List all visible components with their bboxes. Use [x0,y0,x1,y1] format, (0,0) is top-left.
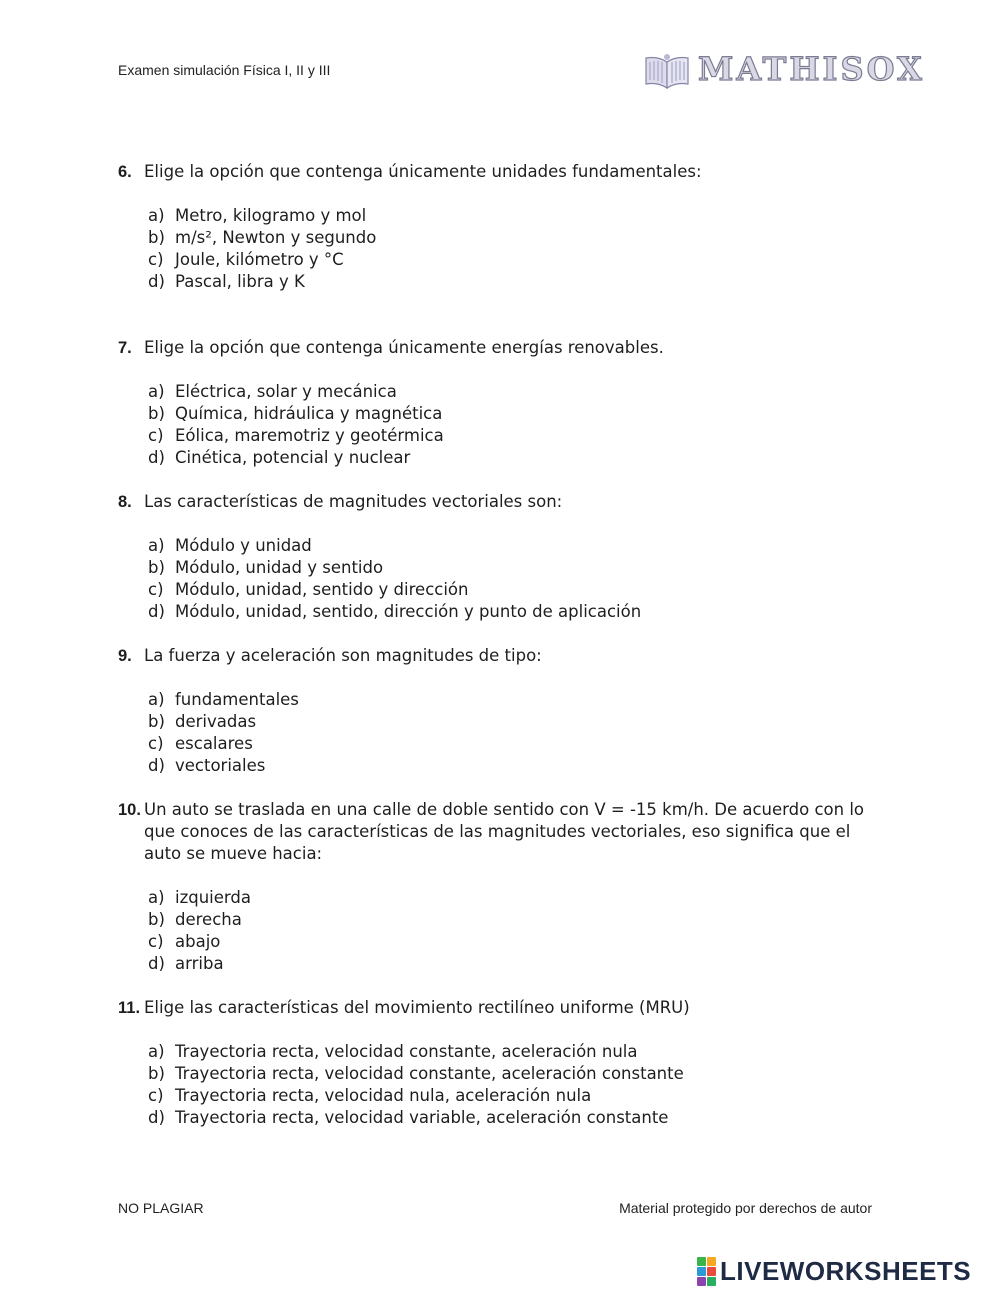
option-text: Trayectoria recta, velocidad nula, aceleración nula [175,1086,592,1105]
option-letter: b) [148,404,165,423]
option-text: Pascal, libra y K [175,272,305,291]
option-text: Eólica, maremotriz y geotérmica [175,426,444,445]
question-number: 9. [118,647,132,665]
color-block [697,1257,706,1266]
footer-left-text: NO PLAGIAR [118,1200,204,1216]
option-d[interactable] [148,271,878,293]
logo-text: MATHISOX [698,50,925,88]
option-a[interactable] [148,887,878,909]
option-text: Módulo, unidad, sentido, dirección y punto de aplicación [175,602,642,621]
option-text: Metro, kilogramo y mol [175,206,367,225]
question-text: Las características de magnitudes vectoriales son: [144,492,563,511]
question-11 [118,997,878,1129]
option-letter: c) [148,734,164,753]
option-text: Cinética, potencial y nuclear [175,448,411,467]
header-title: Examen simulación Física I, II y III [118,62,331,78]
question-text: Elige las características del movimiento rectilíneo uniforme (MRU) [144,998,690,1017]
option-text: fundamentales [175,690,299,709]
option-letter: b) [148,1064,165,1083]
options-list [148,887,878,975]
options-list [148,205,878,293]
question-number: 7. [118,339,132,357]
option-c[interactable] [148,249,878,271]
color-block [697,1277,706,1286]
question-stem [118,161,878,183]
option-d[interactable] [148,447,878,469]
option-letter: b) [148,558,165,577]
question-stem [118,997,878,1019]
option-letter: c) [148,580,164,599]
option-b[interactable] [148,711,878,733]
option-text: Química, hidráulica y magnética [175,404,443,423]
question-number: 10. [118,801,141,819]
option-a[interactable] [148,689,878,711]
color-block [707,1257,716,1266]
option-letter: c) [148,426,164,445]
option-d[interactable] [148,953,878,975]
option-d[interactable] [148,755,878,777]
option-text: Módulo y unidad [175,536,312,555]
question-stem [118,645,878,667]
question-stem [118,337,878,359]
option-text: Módulo, unidad, sentido y dirección [175,580,469,599]
color-block [697,1267,706,1276]
option-text: Trayectoria recta, velocidad constante, aceleración nula [175,1042,638,1061]
option-letter: a) [148,1042,165,1061]
option-a[interactable] [148,1041,878,1063]
option-letter: b) [148,712,165,731]
option-b[interactable] [148,557,878,579]
option-letter: a) [148,206,165,225]
options-list [148,1041,878,1129]
option-letter: a) [148,382,165,401]
option-d[interactable] [148,601,878,623]
option-text: Trayectoria recta, velocidad variable, aceleración constante [175,1108,669,1127]
option-letter: a) [148,888,165,907]
mathisox-logo [640,50,925,94]
options-list [148,381,878,469]
question-8 [118,491,878,623]
option-text: izquierda [175,888,251,907]
option-letter: d) [148,1108,165,1127]
option-text: escalares [175,734,253,753]
footer-right-text: Material protegido por derechos de autor [619,1200,872,1216]
option-c[interactable] [148,733,878,755]
option-b[interactable] [148,1063,878,1085]
option-letter: a) [148,536,165,555]
option-a[interactable] [148,381,878,403]
option-text: Trayectoria recta, velocidad constante, aceleración constante [175,1064,684,1083]
option-text: Eléctrica, solar y mecánica [175,382,397,401]
option-text: arriba [175,954,224,973]
question-number: 11. [118,999,141,1017]
option-letter: d) [148,272,165,291]
option-letter: c) [148,250,164,269]
option-text: Joule, kilómetro y °C [175,250,344,269]
liveworksheets-badge[interactable] [697,1257,971,1285]
question-6 [118,161,878,293]
option-text: abajo [175,932,221,951]
option-c[interactable] [148,425,878,447]
color-block [707,1277,716,1286]
option-c[interactable] [148,1085,878,1107]
option-text: m/s², Newton y segundo [175,228,377,247]
option-b[interactable] [148,227,878,249]
question-number: 8. [118,493,132,511]
options-list [148,535,878,623]
question-stem [118,799,878,865]
option-letter: c) [148,1086,164,1105]
option-letter: d) [148,954,165,973]
question-stem [118,491,878,513]
option-letter: b) [148,228,165,247]
open-book-icon [640,52,694,90]
option-c[interactable] [148,579,878,601]
option-text: Módulo, unidad y sentido [175,558,384,577]
question-9 [118,645,878,777]
option-letter: d) [148,448,165,467]
question-7 [118,337,878,469]
option-letter: a) [148,690,165,709]
question-text: Elige la opción que contenga únicamente unidades fundamentales: [144,162,702,181]
option-letter: d) [148,756,165,775]
question-text: La fuerza y aceleración son magnitudes de tipo: [144,646,542,665]
option-letter: c) [148,932,164,951]
option-text: derecha [175,910,242,929]
option-a[interactable] [148,535,878,557]
liveworksheets-text: LIVEWORKSHEETS [720,1255,972,1286]
option-d[interactable] [148,1107,878,1129]
question-text: Elige la opción que contenga únicamente energías renovables. [144,338,664,357]
color-block [707,1267,716,1276]
option-text: derivadas [175,712,257,731]
option-b[interactable] [148,403,878,425]
option-b[interactable] [148,909,878,931]
option-letter: b) [148,910,165,929]
option-text: vectoriales [175,756,266,775]
option-letter: d) [148,602,165,621]
option-c[interactable] [148,931,878,953]
question-text: Un auto se traslada en una calle de doble sentido con V = -15 km/h. De acuerdo con lo que conoces de las características de las magnitudes vectoriales, eso significa que el auto se mueve hacia: [144,800,865,863]
liveworksheets-blocks-icon [697,1257,716,1286]
option-a[interactable] [148,205,878,227]
options-list [148,689,878,777]
question-number: 6. [118,163,132,181]
question-10 [118,799,878,975]
